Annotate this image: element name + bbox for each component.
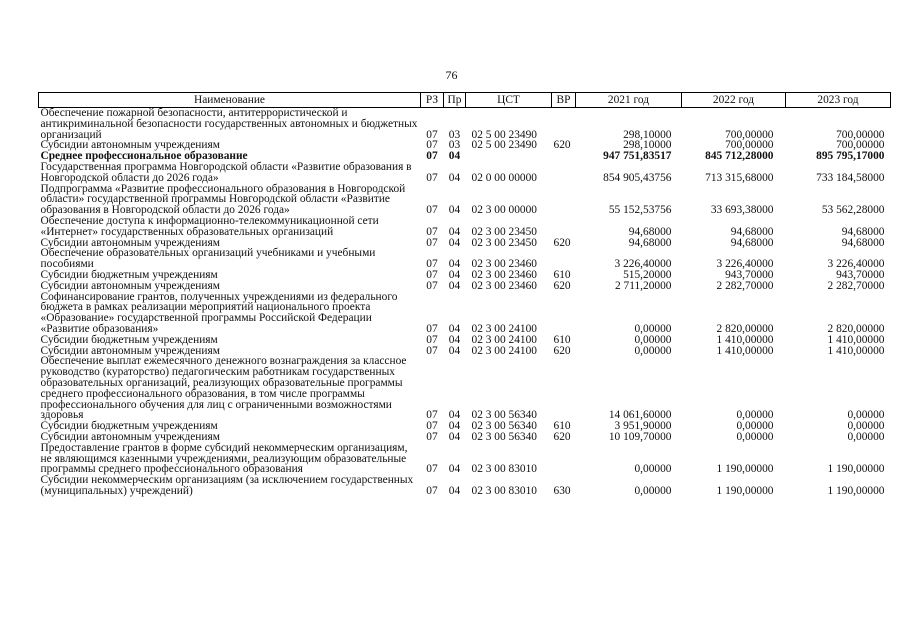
cell-pr: 04 bbox=[448, 225, 461, 238]
cell-2021: 94,68000 bbox=[628, 236, 672, 249]
cell-2021: 94,68000 bbox=[628, 225, 672, 238]
cell-cst: 02 3 00 56340 bbox=[471, 409, 537, 422]
cell-rz: 07 bbox=[426, 279, 438, 292]
cell-vr bbox=[552, 184, 576, 216]
cell-pr: 04 bbox=[448, 420, 461, 433]
cell-cst: 02 5 00 23490 bbox=[471, 128, 537, 141]
cell-rz: 07 bbox=[426, 128, 438, 141]
cell-rz: 07 bbox=[426, 225, 438, 238]
cell-2021: 298,10000 bbox=[623, 128, 672, 141]
cell-2021: 947 751,83517 bbox=[603, 150, 672, 163]
cell-name: Среднее профессиональное образование bbox=[40, 150, 248, 163]
cell-2023: 94,68000 bbox=[841, 225, 885, 238]
table-body bbox=[39, 108, 891, 497]
cell-rz: 07 bbox=[426, 430, 438, 443]
cell-name: Субсидии автономным учреждениям bbox=[40, 139, 220, 152]
table-row bbox=[39, 248, 891, 270]
cell-cst: 02 3 00 24100 bbox=[471, 322, 537, 335]
cell-2022: 2 820,00000 bbox=[716, 322, 774, 335]
cell-2023: 895 795,17000 bbox=[816, 150, 885, 163]
cell-name: Субсидии бюджетным учреждениям bbox=[40, 420, 218, 433]
cell-pr: 04 bbox=[448, 279, 461, 292]
cell-rz: 07 bbox=[426, 236, 438, 249]
cell-2021: 298,10000 bbox=[623, 139, 672, 152]
cell-rz: 07 bbox=[426, 150, 438, 163]
cell-rz: 07 bbox=[426, 333, 438, 346]
cell-vr bbox=[552, 292, 576, 335]
cell-cst: 02 3 00 00000 bbox=[471, 204, 537, 217]
cell-rz: 07 bbox=[426, 409, 438, 422]
cell-vr bbox=[552, 151, 576, 162]
cell-rz: 07 bbox=[426, 171, 438, 184]
cell-vr bbox=[552, 162, 576, 184]
cell-name: Подпрограмма «Развитие профессионального образования в Новгородской области» государственной программы Новгородской области «Развитие образования в Новгородской области до 2026 года» bbox=[40, 182, 406, 217]
cell-2022: 0,00000 bbox=[736, 420, 774, 433]
cell-2023: 700,00000 bbox=[836, 139, 885, 152]
budget-table bbox=[38, 92, 891, 497]
cell-2021: 515,20000 bbox=[623, 268, 672, 281]
header-2021: 2021 год bbox=[576, 93, 682, 108]
header-row bbox=[39, 93, 891, 108]
cell-2022: 2 282,70000 bbox=[716, 279, 774, 292]
cell-pr: 04 bbox=[448, 236, 461, 249]
cell-vr: 610 bbox=[553, 333, 571, 346]
header-cst: ЦСТ bbox=[466, 93, 552, 108]
cell-name: Субсидии автономным учреждениям bbox=[40, 430, 220, 443]
cell-vr: 620 bbox=[553, 430, 571, 443]
cell-rz: 07 bbox=[426, 463, 438, 476]
cell-2022: 1 410,00000 bbox=[716, 344, 774, 357]
cell-2021: 3 226,40000 bbox=[614, 258, 672, 271]
cell-2023: 733 184,58000 bbox=[816, 171, 885, 184]
page-number: 76 bbox=[445, 68, 458, 82]
cell-vr: 620 bbox=[553, 139, 571, 152]
cell-vr bbox=[552, 356, 576, 421]
cell-cst: 02 0 00 00000 bbox=[471, 171, 537, 184]
table-row bbox=[39, 356, 891, 421]
cell-2022: 0,00000 bbox=[736, 409, 774, 422]
cell-2023: 0,00000 bbox=[847, 409, 885, 422]
cell-cst: 02 3 00 24100 bbox=[471, 344, 537, 357]
cell-pr: 04 bbox=[448, 150, 461, 163]
cell-2021: 55 152,53756 bbox=[608, 204, 672, 217]
cell-vr: 620 bbox=[553, 279, 571, 292]
cell-2022: 3 226,40000 bbox=[716, 258, 774, 271]
cell-vr bbox=[552, 108, 576, 141]
cell-2021: 3 951,90000 bbox=[614, 420, 672, 433]
header-2022: 2022 год bbox=[682, 93, 786, 108]
cell-name: Обеспечение доступа к информационно-телекоммуникационной сети «Интернет» государственных образовательных организаций bbox=[40, 214, 379, 238]
cell-rz: 07 bbox=[426, 322, 438, 335]
cell-rz: 07 bbox=[426, 258, 438, 271]
cell-rz: 07 bbox=[426, 204, 438, 217]
cell-cst: 02 3 00 23450 bbox=[471, 236, 537, 249]
budget-table-container bbox=[38, 92, 890, 497]
cell-2023: 1 410,00000 bbox=[827, 344, 885, 357]
cell-cst: 02 3 00 23460 bbox=[471, 279, 537, 292]
cell-cst: 02 3 00 23450 bbox=[471, 225, 537, 238]
cell-pr: 04 bbox=[448, 344, 461, 357]
cell-pr: 03 bbox=[448, 139, 461, 152]
table-row bbox=[39, 475, 891, 497]
cell-2021: 854 905,43756 bbox=[603, 171, 672, 184]
cell-name: Софинансирование грантов, полученных учреждениями из федерального бюджета в рамках реализации мероприятий национального проекта «Образование» государственной программы Российской Федерации «Развитие образования» bbox=[40, 290, 398, 335]
cell-pr: 04 bbox=[448, 409, 461, 422]
cell-2023: 3 226,40000 bbox=[827, 258, 885, 271]
cell-pr: 04 bbox=[448, 484, 461, 497]
table-row bbox=[39, 184, 891, 216]
cell-2021: 0,00000 bbox=[634, 463, 672, 476]
table-header bbox=[39, 93, 891, 108]
cell-2023: 943,70000 bbox=[836, 268, 885, 281]
cell-2022: 700,00000 bbox=[725, 128, 774, 141]
cell-2023: 2 820,00000 bbox=[827, 322, 885, 335]
cell-name: Обеспечение образовательных организаций учебниками и учебными пособиями bbox=[40, 247, 376, 271]
cell-pr: 04 bbox=[448, 322, 461, 335]
cell-2023: 53 562,28000 bbox=[821, 204, 885, 217]
cell-pr: 04 bbox=[448, 430, 461, 443]
header-name: Наименование bbox=[39, 93, 421, 108]
cell-rz: 07 bbox=[426, 139, 438, 152]
cell-pr: 04 bbox=[448, 333, 461, 346]
cell-pr: 03 bbox=[448, 128, 461, 141]
cell-pr: 04 bbox=[448, 258, 461, 271]
cell-pr: 04 bbox=[448, 204, 461, 217]
cell-cst: 02 3 00 23460 bbox=[471, 268, 537, 281]
cell-vr: 620 bbox=[553, 236, 571, 249]
cell-cst: 02 3 00 56340 bbox=[471, 420, 537, 433]
cell-cst: 02 3 00 23460 bbox=[471, 258, 537, 271]
cell-2023: 2 282,70000 bbox=[827, 279, 885, 292]
cell-2023: 1 190,00000 bbox=[827, 463, 885, 476]
table-row bbox=[39, 292, 891, 335]
cell-name: Субсидии автономным учреждениям bbox=[40, 279, 220, 292]
cell-name: Государственная программа Новгородской области «Развитие образования в Новгородской области до 2026 года» bbox=[40, 160, 412, 184]
cell-2022: 94,68000 bbox=[730, 236, 774, 249]
cell-cst: 02 3 00 56340 bbox=[471, 430, 537, 443]
cell-vr: 630 bbox=[553, 484, 571, 497]
cell-2023: 700,00000 bbox=[836, 128, 885, 141]
table-row bbox=[39, 281, 891, 292]
cell-cst: 02 3 00 83010 bbox=[471, 484, 537, 497]
cell-pr: 04 bbox=[448, 463, 461, 476]
cell-pr: 04 bbox=[448, 171, 461, 184]
cell-rz: 07 bbox=[426, 344, 438, 357]
header-2023: 2023 год bbox=[786, 93, 891, 108]
cell-2022: 0,00000 bbox=[736, 430, 774, 443]
cell-name: Обеспечение выплат ежемесячного денежного вознаграждения за классное руководство (кураторство) педагогическим работникам государственных образовательных организаций, реализующих образовательные программы среднего профессионального образования, в том числе программы профессионального обучения для лиц с ограниченными возможностями здоровья bbox=[40, 355, 407, 422]
cell-pr: 04 bbox=[448, 268, 461, 281]
cell-vr bbox=[552, 216, 576, 238]
cell-2022: 943,70000 bbox=[725, 268, 774, 281]
cell-vr: 610 bbox=[553, 420, 571, 433]
cell-name: Субсидии автономным учреждениям bbox=[40, 236, 220, 249]
table-row bbox=[39, 108, 891, 141]
cell-2022: 1 190,00000 bbox=[716, 484, 774, 497]
cell-2022: 713 315,68000 bbox=[705, 171, 774, 184]
cell-2023: 0,00000 bbox=[847, 420, 885, 433]
cell-vr: 620 bbox=[553, 344, 571, 357]
table-row bbox=[39, 335, 891, 346]
header-pr: Пр bbox=[444, 93, 466, 108]
cell-2021: 0,00000 bbox=[634, 484, 672, 497]
cell-2022: 1 190,00000 bbox=[716, 463, 774, 476]
cell-cst: 02 3 00 24100 bbox=[471, 333, 537, 346]
cell-2021: 14 061,60000 bbox=[608, 409, 672, 422]
cell-2021: 2 711,20000 bbox=[614, 279, 672, 292]
cell-name: Субсидии некоммерческим организациям (за исключением государственных (муниципальных) учреждений) bbox=[40, 474, 414, 497]
table-row bbox=[39, 216, 891, 238]
table-row bbox=[39, 443, 891, 475]
cell-cst: 02 3 00 83010 bbox=[471, 463, 537, 476]
header-vr: ВР bbox=[552, 93, 576, 108]
cell-2022: 1 410,00000 bbox=[716, 333, 774, 346]
table-row bbox=[39, 162, 891, 184]
cell-name: Субсидии бюджетным учреждениям bbox=[40, 333, 218, 346]
cell-rz: 07 bbox=[426, 268, 438, 281]
header-rz: РЗ bbox=[421, 93, 444, 108]
cell-2021: 0,00000 bbox=[634, 333, 672, 346]
cell-2023: 1 190,00000 bbox=[827, 484, 885, 497]
cell-2023: 94,68000 bbox=[841, 236, 885, 249]
cell-cst: 02 5 00 23490 bbox=[471, 139, 537, 152]
cell-2021: 0,00000 bbox=[634, 344, 672, 357]
cell-rz: 07 bbox=[426, 420, 438, 433]
cell-2023: 1 410,00000 bbox=[827, 333, 885, 346]
cell-cst bbox=[466, 151, 552, 162]
cell-2022: 94,68000 bbox=[730, 225, 774, 238]
cell-rz: 07 bbox=[426, 484, 438, 497]
cell-name: Предоставление грантов в форме субсидий некоммерческим организациям, не являющимся казенными учреждениями, реализующим образовательные программы среднего профессионального образования bbox=[40, 441, 408, 476]
cell-2022: 700,00000 bbox=[725, 139, 774, 152]
cell-vr: 610 bbox=[553, 268, 571, 281]
cell-name: Субсидии бюджетным учреждениям bbox=[40, 268, 218, 281]
cell-name: Обеспечение пожарной безопасности, антитеррористической и антикриминальной безопасности государственных автономных и бюджетных организаций bbox=[40, 107, 418, 141]
cell-2022: 33 693,38000 bbox=[710, 204, 774, 217]
cell-vr bbox=[552, 248, 576, 270]
cell-2021: 0,00000 bbox=[634, 322, 672, 335]
cell-2023: 0,00000 bbox=[847, 430, 885, 443]
cell-2021: 10 109,70000 bbox=[608, 430, 672, 443]
cell-vr bbox=[552, 443, 576, 475]
cell-2022: 845 712,28000 bbox=[705, 150, 774, 163]
cell-name: Субсидии автономным учреждениям bbox=[40, 344, 220, 357]
